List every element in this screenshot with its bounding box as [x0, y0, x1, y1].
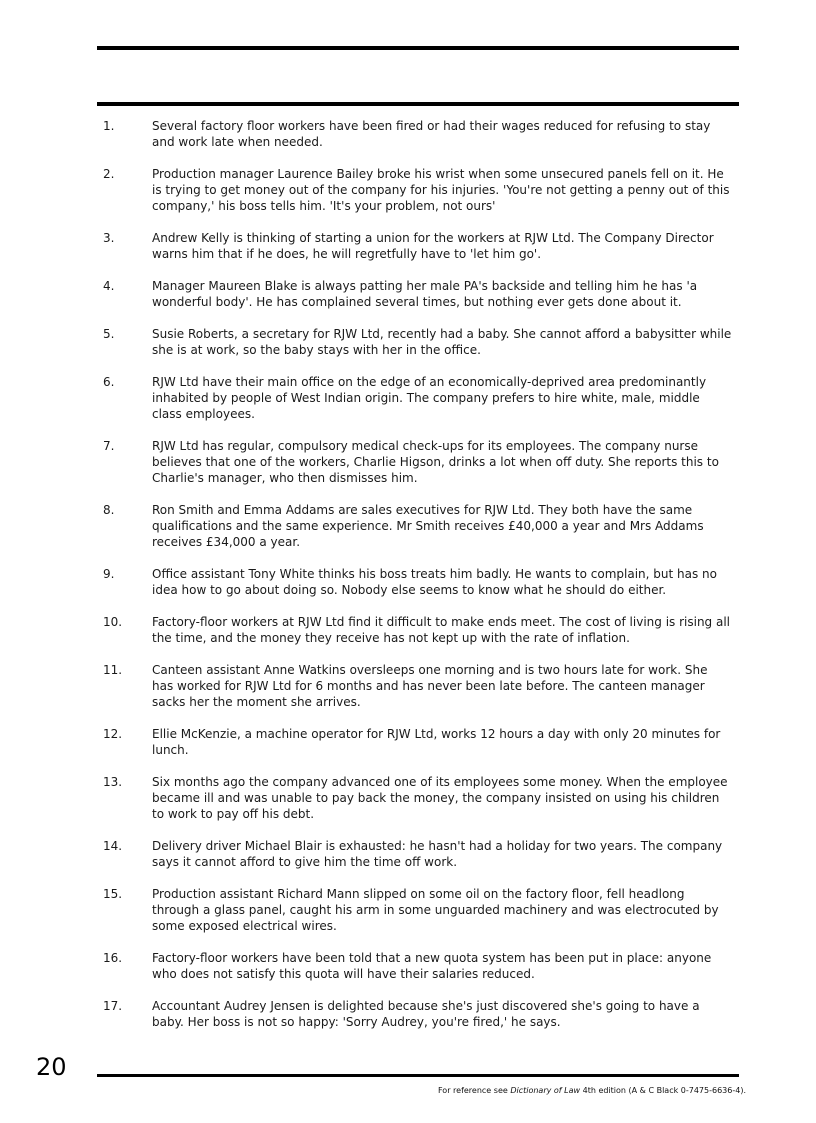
footer-book-title: Dictionary of Law	[510, 1086, 581, 1095]
list-item	[0, 230, 816, 262]
item-number: 7.	[103, 439, 115, 453]
item-text: Ellie McKenzie, a machine operator for RJW Ltd, works 12 hours a day with only 20 minutes for lunch.	[152, 727, 721, 757]
item-number: 2.	[103, 167, 115, 181]
item-text: Accountant Audrey Jensen is delighted because she's just discovered she's going to have a baby. Her boss is not so happy: 'Sorry Audrey, you're fired,' he says.	[152, 999, 700, 1029]
scenario-list	[0, 118, 816, 1046]
item-number: 10.	[103, 615, 123, 629]
list-item	[0, 838, 816, 870]
list-item	[0, 950, 816, 982]
item-text: Canteen assistant Anne Watkins oversleeps one morning and is two hours late for work. She has worked for RJW Ltd for 6 months and has never been late before. The canteen manager sacks her the moment she arrives.	[152, 663, 708, 709]
list-item	[0, 278, 816, 310]
list-item	[0, 886, 816, 934]
list-item	[0, 374, 816, 422]
item-text: Susie Roberts, a secretary for RJW Ltd, recently had a baby. She cannot afford a babysitter while she is at work, so the baby stays with her in the office.	[152, 327, 732, 357]
item-text: Factory-floor workers at RJW Ltd find it difficult to make ends meet. The cost of living is rising all the time, and the money they receive has not kept up with the rate of inflation.	[152, 615, 731, 645]
item-number: 12.	[103, 727, 123, 741]
list-item	[0, 326, 816, 358]
item-text: Andrew Kelly is thinking of starting a union for the workers at RJW Ltd. The Company Director warns him that if he does, he will regretfully have to 'let him go'.	[152, 231, 714, 261]
item-number: 11.	[103, 663, 123, 677]
footer-prefix: For reference see	[437, 1086, 511, 1095]
item-text: Delivery driver Michael Blair is exhausted: he hasn't had a holiday for two years. The company says it cannot afford to give him the time off work.	[152, 839, 723, 869]
header-rule	[97, 102, 739, 106]
list-item	[0, 774, 816, 822]
item-text: RJW Ltd has regular, compulsory medical check-ups for its employees. The company nurse believes that one of the workers, Charlie Higson, drinks a lot when off duty. She reports this to Charlie's manager, who then dismisses him.	[152, 439, 719, 485]
list-item	[0, 566, 816, 598]
item-number: 16.	[103, 951, 123, 965]
item-number: 8.	[103, 503, 115, 517]
item-number: 4.	[103, 279, 115, 293]
top-rule	[97, 46, 739, 50]
list-item	[0, 614, 816, 646]
item-number: 3.	[103, 231, 115, 245]
list-item	[0, 502, 816, 550]
item-text: Production assistant Richard Mann slipped on some oil on the factory floor, fell headlong through a glass panel, caught his arm in some unguarded machinery and was electrocuted by some exposed electrical wires.	[152, 887, 719, 933]
item-number: 6.	[103, 375, 115, 389]
item-text: Six months ago the company advanced one of its employees some money. When the employee became ill and was unable to pay back the money, the company insisted on using his children to work to pay off his debt.	[152, 775, 728, 821]
item-text: Office assistant Tony White thinks his boss treats him badly. He wants to complain, but has no idea how to go about doing so. Nobody else seems to know what he should do either.	[152, 567, 717, 597]
list-item	[0, 438, 816, 486]
item-text: Ron Smith and Emma Addams are sales executives for RJW Ltd. They both have the same qualifications and the same experience. Mr Smith receives £40,000 a year and Mrs Addams receives £34,000 a year.	[152, 503, 704, 549]
list-item	[0, 662, 816, 710]
item-number: 1.	[103, 119, 115, 133]
item-text: Several factory floor workers have been fired or had their wages reduced for refusing to stay and work late when needed.	[152, 119, 711, 149]
list-item	[0, 166, 816, 214]
item-number: 13.	[103, 775, 123, 789]
item-text: Factory-floor workers have been told that a new quota system has been put in place: anyone who does not satisfy this quota will have their salaries reduced.	[152, 951, 712, 981]
list-item	[0, 998, 816, 1030]
item-number: 5.	[103, 327, 115, 341]
item-number: 14.	[103, 839, 123, 853]
footer-rule	[97, 1074, 739, 1077]
footer-reference	[438, 1086, 746, 1096]
item-number: 15.	[103, 887, 123, 901]
list-item	[0, 726, 816, 758]
list-item	[0, 118, 816, 150]
item-number: 9.	[103, 567, 115, 581]
page-number: 20	[36, 1053, 67, 1081]
item-text: RJW Ltd have their main office on the edge of an economically-deprived area predominantly inhabited by people of West Indian origin. The company prefers to hire white, male, middle class employees.	[152, 375, 707, 421]
item-number: 17.	[103, 999, 123, 1013]
item-text: Manager Maureen Blake is always patting her male PA's backside and telling him he has 'a wonderful body'. He has complained several times, but nothing ever gets done about it.	[152, 279, 698, 309]
item-text: Production manager Laurence Bailey broke his wrist when some unsecured panels fell on it. He is trying to get money out of the company for his injuries. 'You're not getting a penny out of this company,' his boss tells him. 'It's your problem, not ours'	[152, 167, 730, 213]
footer-suffix: 4th edition (A & C Black 0-7475-6636-4).	[580, 1086, 746, 1095]
